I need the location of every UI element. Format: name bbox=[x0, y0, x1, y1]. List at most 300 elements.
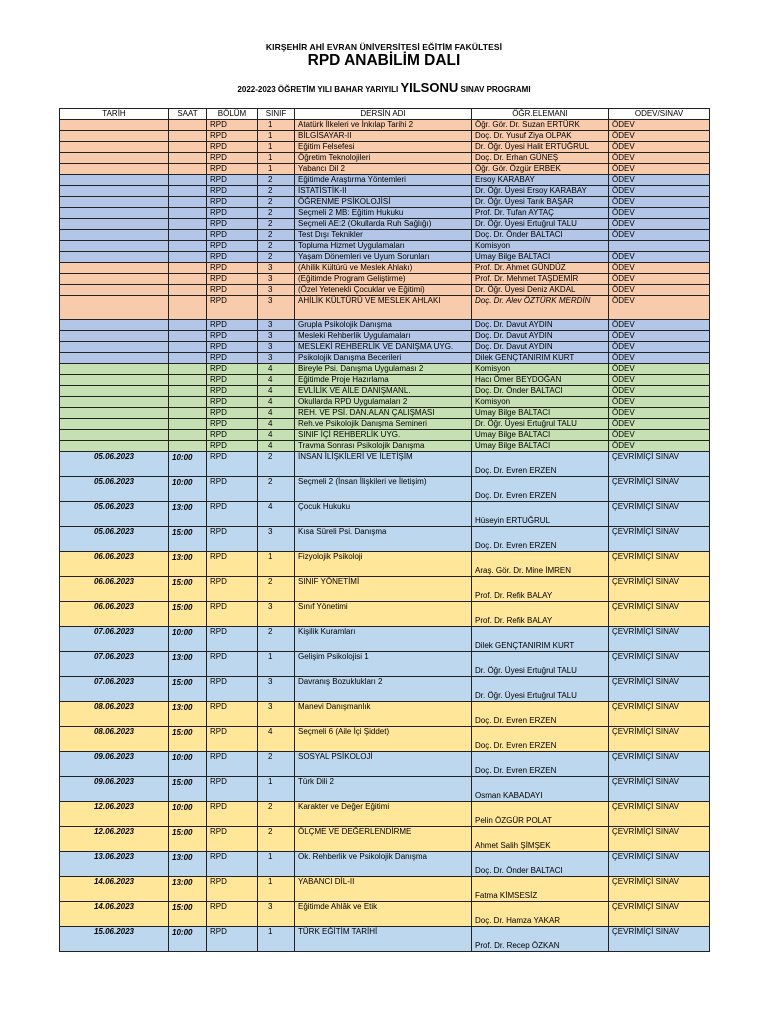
assessment-type-cell: ÖDEV bbox=[609, 375, 710, 386]
course-name-cell: Atatürk İlkeleri ve İnkılap Tarihi 2 bbox=[295, 120, 472, 131]
sinif-cell: 3 bbox=[258, 296, 295, 320]
course-name-cell: Kısa Süreli Psi. Danışma bbox=[295, 527, 472, 552]
bolum-cell: RPD bbox=[207, 320, 258, 331]
assessment-type-cell: ÖDEV bbox=[609, 386, 710, 397]
bolum-cell: RPD bbox=[207, 164, 258, 175]
bolum-cell: RPD bbox=[207, 877, 258, 902]
assessment-type-cell: ÖDEV bbox=[609, 419, 710, 430]
bolum-cell: RPD bbox=[207, 331, 258, 342]
bolum-cell: RPD bbox=[207, 397, 258, 408]
instructor-cell: Dr. Öğr. Üyesi Ertuğrul TALU bbox=[472, 219, 609, 230]
saat-cell bbox=[169, 296, 207, 320]
assessment-type-cell: ÇEVRİMİÇİ SINAV bbox=[609, 727, 710, 752]
bolum-cell: RPD bbox=[207, 263, 258, 274]
date-cell: 06.06.2023 bbox=[60, 577, 169, 602]
bolum-cell: RPD bbox=[207, 120, 258, 131]
table-row bbox=[60, 877, 710, 902]
bolum-cell: RPD bbox=[207, 219, 258, 230]
department-title: RPD ANABİLİM DALI bbox=[307, 52, 461, 69]
tarih-cell bbox=[60, 208, 169, 219]
assessment-type-cell: ÇEVRİMİÇİ SINAV bbox=[609, 552, 710, 577]
bolum-cell: RPD bbox=[207, 230, 258, 241]
date-cell: 05.06.2023 bbox=[60, 527, 169, 552]
bolum-cell: RPD bbox=[207, 452, 258, 477]
sinif-cell: 1 bbox=[258, 131, 295, 142]
time-cell: 15:00 bbox=[169, 827, 207, 852]
assessment-type-cell: ÖDEV bbox=[609, 274, 710, 285]
instructor-cell: Ahmet Salih ŞİMŞEK bbox=[472, 827, 609, 852]
instructor-cell: Umay Bilge BALTACI bbox=[472, 441, 609, 452]
saat-cell bbox=[169, 175, 207, 186]
instructor-cell: Doç. Dr. Evren ERZEN bbox=[472, 702, 609, 727]
sinif-cell: 1 bbox=[258, 552, 295, 577]
sinif-cell: 2 bbox=[258, 802, 295, 827]
bolum-cell: RPD bbox=[207, 852, 258, 877]
sinif-cell: 2 bbox=[258, 175, 295, 186]
table-row bbox=[60, 777, 710, 802]
course-name-cell: YABANCI DİL-II bbox=[295, 877, 472, 902]
bolum-cell: RPD bbox=[207, 727, 258, 752]
course-name-cell: Test Dışı Teknikler bbox=[295, 230, 472, 241]
instructor-cell: Prof. Dr. Recep ÖZKAN bbox=[472, 927, 609, 952]
assessment-type-cell: ÇEVRİMİÇİ SINAV bbox=[609, 577, 710, 602]
saat-cell bbox=[169, 274, 207, 285]
tarih-cell bbox=[60, 120, 169, 131]
course-name-cell: Grupla Psikolojik Danışma bbox=[295, 320, 472, 331]
sinif-cell: 2 bbox=[258, 577, 295, 602]
assessment-type-cell: ÖDEV bbox=[609, 441, 710, 452]
col-header-tarih: TARİH bbox=[60, 109, 169, 120]
saat-cell bbox=[169, 186, 207, 197]
saat-cell bbox=[169, 219, 207, 230]
table-row bbox=[60, 577, 710, 602]
tarih-cell bbox=[60, 408, 169, 419]
assessment-type-cell: ÇEVRİMİÇİ SINAV bbox=[609, 852, 710, 877]
bolum-cell: RPD bbox=[207, 552, 258, 577]
table-row bbox=[60, 386, 710, 397]
table-row bbox=[60, 419, 710, 430]
instructor-cell: Doç. Dr. Evren ERZEN bbox=[472, 477, 609, 502]
course-name-cell: Gelişim Psikolojisi 1 bbox=[295, 652, 472, 677]
table-row bbox=[60, 452, 710, 477]
course-name-cell: Seçmeli AE:2 (Okullarda Ruh Sağlığı) bbox=[295, 219, 472, 230]
table-row bbox=[60, 320, 710, 331]
sinif-cell: 1 bbox=[258, 153, 295, 164]
tarih-cell bbox=[60, 219, 169, 230]
table-row bbox=[60, 430, 710, 441]
course-name-cell: Eğitimde Araştırma Yöntemleri bbox=[295, 175, 472, 186]
course-name-cell: SINIF YÖNETİMİ bbox=[295, 577, 472, 602]
table-row bbox=[60, 230, 710, 241]
sinif-cell: 2 bbox=[258, 627, 295, 652]
sinif-cell: 3 bbox=[258, 274, 295, 285]
assessment-type-cell: ÖDEV bbox=[609, 120, 710, 131]
time-cell: 10:00 bbox=[169, 477, 207, 502]
tarih-cell bbox=[60, 274, 169, 285]
course-name-cell: Seçmeli 2 (İnsan İlişkileri ve İletişim) bbox=[295, 477, 472, 502]
saat-cell bbox=[169, 331, 207, 342]
bolum-cell: RPD bbox=[207, 527, 258, 552]
table-row bbox=[60, 274, 710, 285]
sinif-cell: 4 bbox=[258, 408, 295, 419]
assessment-type-cell: ÖDEV bbox=[609, 285, 710, 296]
time-cell: 13:00 bbox=[169, 652, 207, 677]
course-name-cell: Sınıf Yönetimi bbox=[295, 602, 472, 627]
sinif-cell: 3 bbox=[258, 285, 295, 296]
instructor-cell: Umay Bilge BALTACI bbox=[472, 408, 609, 419]
course-name-cell: Eğitimde Proje Hazırlama bbox=[295, 375, 472, 386]
table-row bbox=[60, 902, 710, 927]
assessment-type-cell: ÖDEV bbox=[609, 331, 710, 342]
assessment-type-cell: ÇEVRİMİÇİ SINAV bbox=[609, 902, 710, 927]
col-header-sinif: SINIF bbox=[258, 109, 295, 120]
saat-cell bbox=[169, 208, 207, 219]
table-row bbox=[60, 408, 710, 419]
course-name-cell: Seçmeli 2 MB: Eğitim Hukuku bbox=[295, 208, 472, 219]
sinif-cell: 2 bbox=[258, 186, 295, 197]
tarih-cell bbox=[60, 175, 169, 186]
instructor-cell: Doç. Dr. Davut AYDIN bbox=[472, 320, 609, 331]
date-cell: 09.06.2023 bbox=[60, 777, 169, 802]
assessment-type-cell: ÖDEV bbox=[609, 296, 710, 320]
table-row bbox=[60, 219, 710, 230]
course-name-cell: MESLEKİ REHBERLİK VE DANIŞMA UYG. bbox=[295, 342, 472, 353]
bolum-cell: RPD bbox=[207, 627, 258, 652]
table-row bbox=[60, 142, 710, 153]
table-row bbox=[60, 677, 710, 702]
date-cell: 14.06.2023 bbox=[60, 902, 169, 927]
assessment-type-cell: ÖDEV bbox=[609, 252, 710, 263]
instructor-cell: Komisyon bbox=[472, 364, 609, 375]
date-cell: 05.06.2023 bbox=[60, 502, 169, 527]
col-header-bolum: BÖLÜM bbox=[207, 109, 258, 120]
instructor-cell: Hacı Ömer BEYDOĞAN bbox=[472, 375, 609, 386]
instructor-cell: Doç. Dr. Hamza YAKAR bbox=[472, 902, 609, 927]
time-cell: 10:00 bbox=[169, 802, 207, 827]
time-cell: 13:00 bbox=[169, 852, 207, 877]
course-name-cell: Mesleki Rehberlik Uygulamaları bbox=[295, 331, 472, 342]
assessment-type-cell: ÇEVRİMİÇİ SINAV bbox=[609, 452, 710, 477]
table-row bbox=[60, 164, 710, 175]
sinif-cell: 3 bbox=[258, 702, 295, 727]
bolum-cell: RPD bbox=[207, 652, 258, 677]
homework-rows bbox=[60, 120, 710, 452]
assessment-type-cell: ÖDEV bbox=[609, 197, 710, 208]
sinif-cell: 4 bbox=[258, 375, 295, 386]
saat-cell bbox=[169, 285, 207, 296]
time-cell: 15:00 bbox=[169, 777, 207, 802]
assessment-type-cell: ÇEVRİMİÇİ SINAV bbox=[609, 827, 710, 852]
sinif-cell: 3 bbox=[258, 602, 295, 627]
date-cell: 06.06.2023 bbox=[60, 602, 169, 627]
sinif-cell: 3 bbox=[258, 902, 295, 927]
assessment-type-cell: ÖDEV bbox=[609, 131, 710, 142]
course-name-cell: (Özel Yetenekli Çocuklar ve Eğitimi) bbox=[295, 285, 472, 296]
instructor-cell: Doç. Dr. Evren ERZEN bbox=[472, 452, 609, 477]
date-cell: 05.06.2023 bbox=[60, 477, 169, 502]
saat-cell bbox=[169, 197, 207, 208]
assessment-type-cell: ÖDEV bbox=[609, 142, 710, 153]
assessment-type-cell: ÇEVRİMİÇİ SINAV bbox=[609, 477, 710, 502]
bolum-cell: RPD bbox=[207, 296, 258, 320]
assessment-type-cell: ÇEVRİMİÇİ SINAV bbox=[609, 927, 710, 952]
table-row bbox=[60, 502, 710, 527]
bolum-cell: RPD bbox=[207, 241, 258, 252]
tarih-cell bbox=[60, 353, 169, 364]
tarih-cell bbox=[60, 142, 169, 153]
table-row bbox=[60, 331, 710, 342]
date-cell: 14.06.2023 bbox=[60, 877, 169, 902]
instructor-cell: Prof. Dr. Mehmet TAŞDEMİR bbox=[472, 274, 609, 285]
course-name-cell: Travma Sonrası Psikolojik Danışma bbox=[295, 441, 472, 452]
sinif-cell: 1 bbox=[258, 652, 295, 677]
instructor-cell: Dr. Öğr. Üyesi Halit ERTUĞRUL bbox=[472, 142, 609, 153]
sinif-cell: 3 bbox=[258, 342, 295, 353]
sinif-cell: 4 bbox=[258, 364, 295, 375]
date-cell: 07.06.2023 bbox=[60, 677, 169, 702]
instructor-cell: Doç. Dr. Davut AYDIN bbox=[472, 342, 609, 353]
course-name-cell: (Ahilik Kültürü ve Meslek Ahlakı) bbox=[295, 263, 472, 274]
course-name-cell: Eğitim Felsefesi bbox=[295, 142, 472, 153]
course-name-cell: Yabancı Dil 2 bbox=[295, 164, 472, 175]
tarih-cell bbox=[60, 331, 169, 342]
course-name-cell: Kişilik Kuramları bbox=[295, 627, 472, 652]
saat-cell bbox=[169, 153, 207, 164]
table-header-row bbox=[60, 109, 710, 120]
course-name-cell: SINIF İÇİ REHBERLİK UYG. bbox=[295, 430, 472, 441]
instructor-cell: Komisyon bbox=[472, 241, 609, 252]
sinif-cell: 2 bbox=[258, 241, 295, 252]
sinif-cell: 1 bbox=[258, 120, 295, 131]
sinif-cell: 2 bbox=[258, 230, 295, 241]
saat-cell bbox=[169, 430, 207, 441]
instructor-cell: Doç. Dr. Önder BALTACI bbox=[472, 386, 609, 397]
table-row bbox=[60, 131, 710, 142]
sinif-cell: 4 bbox=[258, 386, 295, 397]
course-name-cell: Karakter ve Değer Eğitimi bbox=[295, 802, 472, 827]
saat-cell bbox=[169, 342, 207, 353]
bolum-cell: RPD bbox=[207, 441, 258, 452]
course-name-cell: EVLİLİK VE AİLE DANIŞMANL. bbox=[295, 386, 472, 397]
sinif-cell: 3 bbox=[258, 677, 295, 702]
course-name-cell: Seçmeli 6 (Aile İçi Şiddet) bbox=[295, 727, 472, 752]
table-row bbox=[60, 441, 710, 452]
course-name-cell: Davranış Bozuklukları 2 bbox=[295, 677, 472, 702]
instructor-cell: Doç. Dr. Erhan GÜNEŞ bbox=[472, 153, 609, 164]
col-header-ders: DERSİN ADI bbox=[295, 109, 472, 120]
tarih-cell bbox=[60, 296, 169, 320]
instructor-cell: Doç. Dr. Alev ÖZTÜRK MERDİN bbox=[472, 296, 609, 320]
saat-cell bbox=[169, 419, 207, 430]
instructor-cell: Prof. Dr. Tufan AYTAÇ bbox=[472, 208, 609, 219]
course-name-cell: AHİLİK KÜLTÜRÜ VE MESLEK AHLAKI bbox=[295, 296, 472, 320]
assessment-type-cell: ÇEVRİMİÇİ SINAV bbox=[609, 777, 710, 802]
bolum-cell: RPD bbox=[207, 827, 258, 852]
time-cell: 15:00 bbox=[169, 727, 207, 752]
instructor-cell: Dr. Öğr. Üyesi Deniz AKDAL bbox=[472, 285, 609, 296]
bolum-cell: RPD bbox=[207, 677, 258, 702]
table-row bbox=[60, 175, 710, 186]
assessment-type-cell: ÖDEV bbox=[609, 397, 710, 408]
term-emphasis: YILSONU bbox=[400, 80, 459, 95]
table-row bbox=[60, 353, 710, 364]
instructor-cell: Komisyon bbox=[472, 397, 609, 408]
instructor-cell: Doç. Dr. Yusuf Ziya OLPAK bbox=[472, 131, 609, 142]
sinif-cell: 1 bbox=[258, 877, 295, 902]
tarih-cell bbox=[60, 230, 169, 241]
tarih-cell bbox=[60, 285, 169, 296]
sinif-cell: 1 bbox=[258, 852, 295, 877]
instructor-cell: Dr. Öğr. Üyesi Ertuğrul TALU bbox=[472, 652, 609, 677]
course-name-cell: ÖĞRENME PSİKOLOJİSİ bbox=[295, 197, 472, 208]
instructor-cell: Dr. Öğr. Üyesi Ertuğrul TALU bbox=[472, 419, 609, 430]
saat-cell bbox=[169, 353, 207, 364]
sinif-cell: 3 bbox=[258, 353, 295, 364]
saat-cell bbox=[169, 120, 207, 131]
time-cell: 15:00 bbox=[169, 677, 207, 702]
date-cell: 15.06.2023 bbox=[60, 927, 169, 952]
course-name-cell: Reh.ve Psikolojik Danışma Semineri bbox=[295, 419, 472, 430]
course-name-cell: İSTATİSTİK-II bbox=[295, 186, 472, 197]
saat-cell bbox=[169, 375, 207, 386]
assessment-type-cell: ÇEVRİMİÇİ SINAV bbox=[609, 702, 710, 727]
course-name-cell: Ok. Rehberlik ve Psikolojik Danışma bbox=[295, 852, 472, 877]
bolum-cell: RPD bbox=[207, 430, 258, 441]
bolum-cell: RPD bbox=[207, 702, 258, 727]
saat-cell bbox=[169, 230, 207, 241]
saat-cell bbox=[169, 441, 207, 452]
tarih-cell bbox=[60, 153, 169, 164]
tarih-cell bbox=[60, 131, 169, 142]
instructor-cell: Doç. Dr. Evren ERZEN bbox=[472, 727, 609, 752]
bolum-cell: RPD bbox=[207, 577, 258, 602]
bolum-cell: RPD bbox=[207, 502, 258, 527]
course-name-cell: Fizyolojik Psikoloji bbox=[295, 552, 472, 577]
instructor-cell: Doç. Dr. Evren ERZEN bbox=[472, 752, 609, 777]
sinif-cell: 2 bbox=[258, 452, 295, 477]
instructor-cell: Doç. Dr. Davut AYDIN bbox=[472, 331, 609, 342]
assessment-type-cell: ÇEVRİMİÇİ SINAV bbox=[609, 652, 710, 677]
instructor-cell: Araş. Gör. Dr. Mine İMREN bbox=[472, 552, 609, 577]
table-row bbox=[60, 652, 710, 677]
instructor-cell: Doç. Dr. Önder BALTACI bbox=[472, 852, 609, 877]
date-cell: 13.06.2023 bbox=[60, 852, 169, 877]
table-row bbox=[60, 927, 710, 952]
bolum-cell: RPD bbox=[207, 777, 258, 802]
bolum-cell: RPD bbox=[207, 131, 258, 142]
saat-cell bbox=[169, 364, 207, 375]
course-name-cell: Çocuk Hukuku bbox=[295, 502, 472, 527]
instructor-cell: Dr. Öğr. Üyesi Ersoy KARABAY bbox=[472, 186, 609, 197]
date-cell: 06.06.2023 bbox=[60, 552, 169, 577]
tarih-cell bbox=[60, 375, 169, 386]
tarih-cell bbox=[60, 252, 169, 263]
instructor-cell: Ersoy KARABAY bbox=[472, 175, 609, 186]
bolum-cell: RPD bbox=[207, 375, 258, 386]
assessment-type-cell: ÇEVRİMİÇİ SINAV bbox=[609, 627, 710, 652]
term-prefix: 2022-2023 ÖĞRETİM YILI BAHAR YARIYILI bbox=[237, 85, 399, 94]
assessment-type-cell: ÖDEV bbox=[609, 175, 710, 186]
sinif-cell: 1 bbox=[258, 777, 295, 802]
saat-cell bbox=[169, 252, 207, 263]
faculty-title: KIRŞEHİR AHİ EVRAN ÜNİVERSİTESİ EĞİTİM FAKÜLTESİ bbox=[265, 42, 503, 52]
sinif-cell: 3 bbox=[258, 527, 295, 552]
bolum-cell: RPD bbox=[207, 408, 258, 419]
sinif-cell: 1 bbox=[258, 927, 295, 952]
sinif-cell: 4 bbox=[258, 727, 295, 752]
instructor-cell: Dr. Öğr. Üyesi Ertuğrul TALU bbox=[472, 677, 609, 702]
instructor-cell: Umay Bilge BALTACI bbox=[472, 430, 609, 441]
bolum-cell: RPD bbox=[207, 142, 258, 153]
bolum-cell: RPD bbox=[207, 902, 258, 927]
time-cell: 13:00 bbox=[169, 702, 207, 727]
bolum-cell: RPD bbox=[207, 353, 258, 364]
instructor-cell: Umay Bilge BALTACI bbox=[472, 252, 609, 263]
sinif-cell: 3 bbox=[258, 263, 295, 274]
assessment-type-cell: ÖDEV bbox=[609, 208, 710, 219]
sinif-cell: 4 bbox=[258, 441, 295, 452]
exam-schedule-table bbox=[59, 108, 710, 952]
sinif-cell: 4 bbox=[258, 419, 295, 430]
sinif-cell: 1 bbox=[258, 164, 295, 175]
course-name-cell: Türk Dili 2 bbox=[295, 777, 472, 802]
sinif-cell: 3 bbox=[258, 320, 295, 331]
sinif-cell: 1 bbox=[258, 142, 295, 153]
course-name-cell: TÜRK EĞİTİM TARİHİ bbox=[295, 927, 472, 952]
tarih-cell bbox=[60, 441, 169, 452]
table-row bbox=[60, 153, 710, 164]
saat-cell bbox=[169, 164, 207, 175]
course-name-cell: SOSYAL PSİKOLOJİ bbox=[295, 752, 472, 777]
table-row bbox=[60, 527, 710, 552]
table-row bbox=[60, 342, 710, 353]
date-cell: 07.06.2023 bbox=[60, 652, 169, 677]
date-cell: 08.06.2023 bbox=[60, 727, 169, 752]
assessment-type-cell: ÖDEV bbox=[609, 342, 710, 353]
sinif-cell: 2 bbox=[258, 208, 295, 219]
program-title bbox=[0, 80, 768, 95]
instructor-cell: Hüseyin ERTUĞRUL bbox=[472, 502, 609, 527]
instructor-cell: Prof. Dr. Refik BALAY bbox=[472, 602, 609, 627]
bolum-cell: RPD bbox=[207, 419, 258, 430]
tarih-cell bbox=[60, 263, 169, 274]
table-row bbox=[60, 120, 710, 131]
table-row bbox=[60, 602, 710, 627]
course-name-cell: İNSAN İLİŞKİLERİ VE İLETİŞİM bbox=[295, 452, 472, 477]
assessment-type-cell: ÖDEV bbox=[609, 186, 710, 197]
table-row bbox=[60, 208, 710, 219]
time-cell: 13:00 bbox=[169, 502, 207, 527]
instructor-cell: Osman KABADAYI bbox=[472, 777, 609, 802]
time-cell: 15:00 bbox=[169, 602, 207, 627]
sinif-cell: 2 bbox=[258, 197, 295, 208]
course-name-cell: Öğretim Teknolojileri bbox=[295, 153, 472, 164]
sinif-cell: 4 bbox=[258, 430, 295, 441]
date-cell: 05.06.2023 bbox=[60, 452, 169, 477]
date-cell: 12.06.2023 bbox=[60, 802, 169, 827]
tarih-cell bbox=[60, 342, 169, 353]
assessment-type-cell: ÇEVRİMİÇİ SINAV bbox=[609, 502, 710, 527]
assessment-type-cell: ÖDEV bbox=[609, 263, 710, 274]
bolum-cell: RPD bbox=[207, 927, 258, 952]
tarih-cell bbox=[60, 241, 169, 252]
assessment-type-cell: ÖDEV bbox=[609, 153, 710, 164]
assessment-type-cell: ÖDEV bbox=[609, 364, 710, 375]
date-cell: 08.06.2023 bbox=[60, 702, 169, 727]
table-row bbox=[60, 241, 710, 252]
course-name-cell: Psikolojik Danışma Becerileri bbox=[295, 353, 472, 364]
table-row bbox=[60, 477, 710, 502]
